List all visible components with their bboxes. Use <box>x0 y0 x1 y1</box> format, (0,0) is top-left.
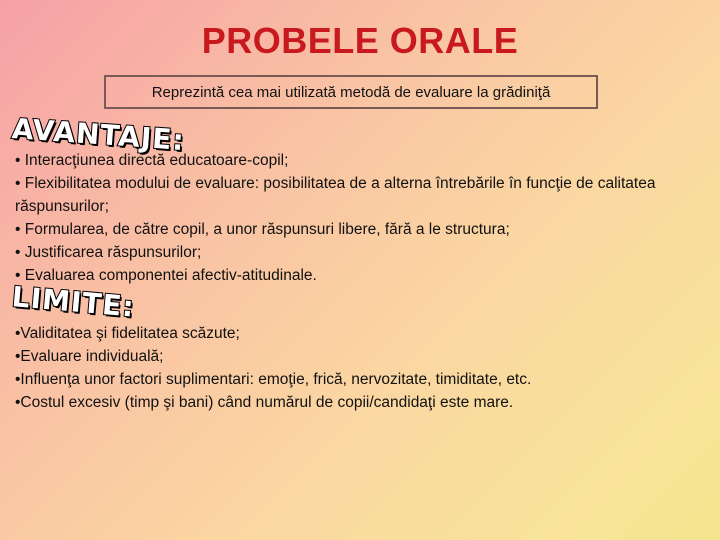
list-item: •Influenţa unor factori suplimentari: emoţie, frică, nervozitate, timiditate, etc. <box>15 371 532 388</box>
list-item: •Costul excesiv (timp şi bani) când numărul de copii/candidaţi este mare. <box>15 394 514 411</box>
list-item: • Flexibilitatea modului de evaluare: posibilitatea de a alterna întrebările în funcţie de calitatea răspunsurilor; <box>15 175 656 215</box>
slide-title: PROBELE ORALE <box>201 20 519 61</box>
list-item: • Evaluarea componentei afectiv-atitudinale. <box>15 267 317 284</box>
list-item: •Validitatea şi fidelitatea scăzute; <box>15 325 240 342</box>
list-item: • Justificarea răspunsurilor; <box>15 244 202 261</box>
limite-heading: LIMITE: <box>10 280 136 324</box>
list-item: • Interacţiunea directă educatoare-copil; <box>15 152 289 169</box>
subtitle-box <box>104 75 598 109</box>
list-item: • Formularea, de către copil, a unor răspunsuri libere, fără a le structura; <box>15 221 510 238</box>
subtitle-text: Reprezintă cea mai utilizată metodă de evaluare la grădiniţă <box>151 83 551 101</box>
limite-list <box>15 322 705 414</box>
list-item: •Evaluare individuală; <box>15 348 164 365</box>
avantaje-list <box>15 149 705 287</box>
avantaje-heading: AVANTAJE: <box>10 112 186 158</box>
